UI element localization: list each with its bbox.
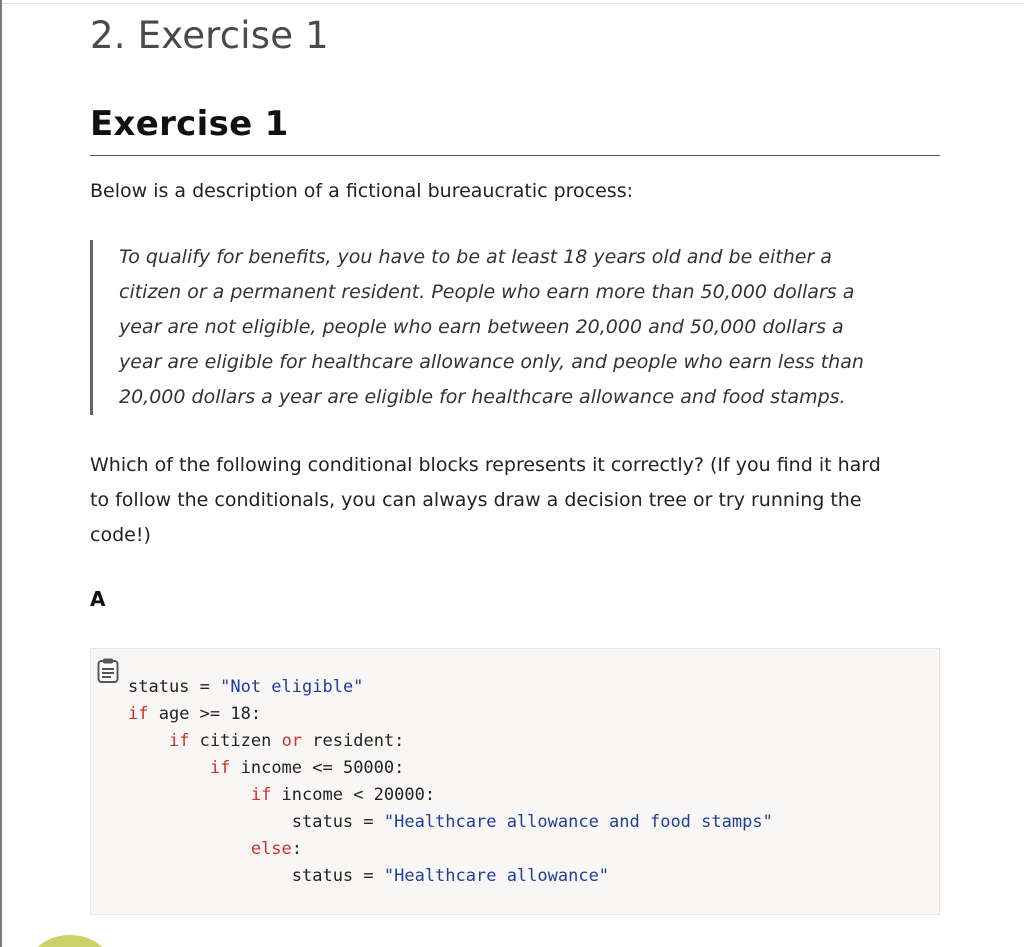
code-line [128,782,773,809]
intro-text: Below is a description of a fictional bureaucratic process: [90,180,633,202]
code-keyword: if [168,731,190,751]
code-line [128,863,773,890]
code-text: status = [128,812,384,832]
clipboard-icon[interactable] [97,657,119,683]
code-keyword: else [250,839,292,859]
code-keyword: if [209,758,231,778]
code-string: "Healthcare allowance and food stamps" [383,812,773,832]
code-text: citizen [189,731,282,751]
quote-line: To qualify for benefits, you have to be at least 18 years old and be either a [119,246,832,268]
heading-divider [90,155,940,156]
code-text [128,731,169,751]
section-title: 2. Exercise 1 [90,14,329,57]
code-text [128,785,251,805]
code-keyword: or [281,731,303,751]
code-line [128,836,773,863]
top-divider [0,3,1024,4]
code-text: age >= 18: [148,704,262,724]
code-line [128,755,773,782]
quote-line: 20,000 dollars a year are eligible for healthcare allowance and food stamps. [119,386,846,408]
code-keyword: if [128,704,149,724]
code-line [128,809,773,836]
quote-line: year are not eligible, people who earn between 20,000 and 50,000 dollars a [119,316,844,338]
code-listing [128,674,773,890]
code-string: "Not eligible" [220,677,364,697]
question-line: Which of the following conditional blocks represents it correctly? (If you find it hard [90,454,881,476]
question-line: to follow the conditionals, you can always draw a decision tree or try running the [90,489,862,511]
code-block [90,648,940,915]
process-description-quote [90,240,920,415]
code-text: : [291,839,303,859]
code-text: status = [128,677,221,697]
code-text [128,758,210,778]
quote-line: citizen or a permanent resident. People who earn more than 50,000 dollars a [119,281,855,303]
quote-line: year are eligible for healthcare allowance only, and people who earn less than [119,351,864,373]
floating-action-badge[interactable] [30,935,110,947]
code-keyword: if [250,785,272,805]
question-text [90,448,940,553]
code-line [128,701,773,728]
code-line [128,674,773,701]
code-text: income <= 50000: [230,758,405,778]
exercise-heading: Exercise 1 [90,104,289,144]
code-text: status = [128,866,384,886]
left-border [0,0,2,947]
code-text [128,839,251,859]
code-text: income < 20000: [271,785,436,805]
code-line [128,728,773,755]
option-label-a: A [90,587,106,611]
code-text: resident: [302,731,405,751]
question-line: code!) [90,524,151,546]
code-string: "Healthcare allowance" [383,866,610,886]
